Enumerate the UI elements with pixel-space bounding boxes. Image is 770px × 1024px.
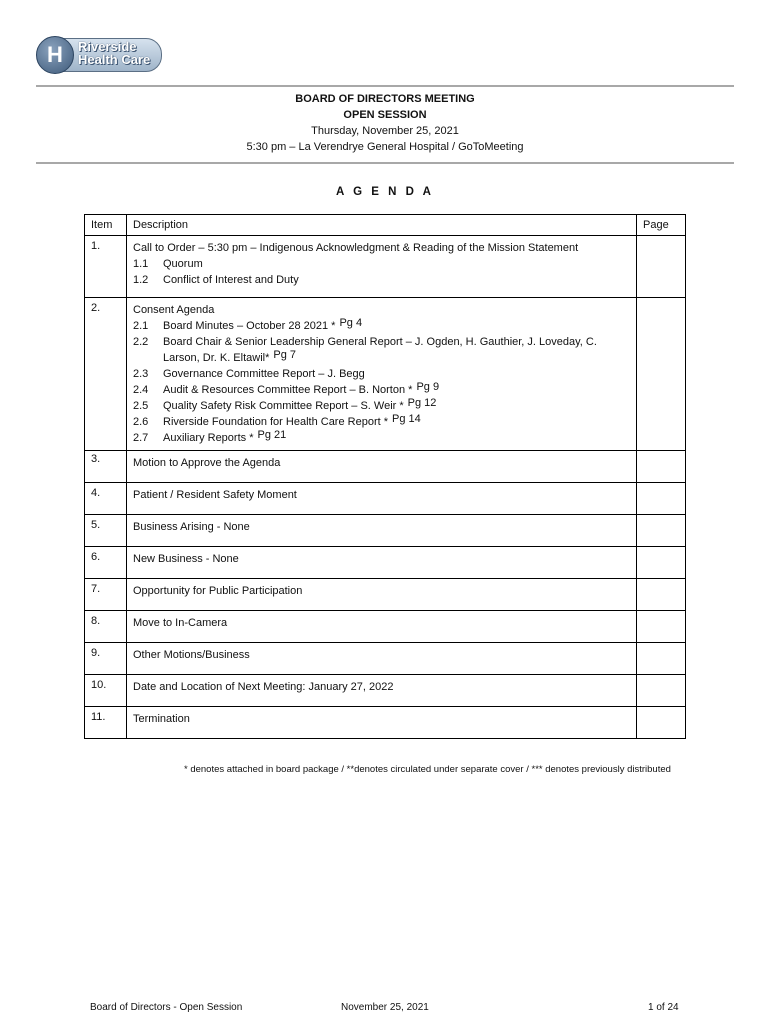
agenda-item-title: Opportunity for Public Participation	[133, 585, 303, 597]
agenda-row	[85, 707, 686, 739]
header-bottom-rule	[36, 162, 734, 164]
subitem-text	[163, 366, 630, 382]
footer-center: November 25, 2021	[341, 1002, 429, 1013]
agenda-item-description	[127, 298, 637, 451]
subitem-number: 1.2	[133, 274, 149, 286]
agenda-item-number: 3.	[85, 451, 127, 483]
agenda-page-cell	[637, 675, 686, 707]
subitem-label: Board Chair & Senior Leadership General Report – J. Ogden, H. Gauthier, J. Loveday, C. Larson, Dr. K. Eltawil*	[163, 336, 597, 364]
logo-text: Riverside Health Care	[78, 39, 151, 67]
agenda-item-title: Other Motions/Business	[133, 649, 250, 661]
agenda-item-number: 2.	[85, 298, 127, 451]
page-reference: Pg 14	[392, 413, 421, 425]
agenda-item-description	[127, 611, 637, 643]
meeting-title: BOARD OF DIRECTORS MEETING	[295, 93, 475, 105]
subitem-number: 2.2	[133, 336, 149, 348]
meeting-time-location: 5:30 pm – La Verendrye General Hospital / GoToMeeting	[246, 141, 524, 153]
agenda-subitem	[133, 414, 630, 430]
agenda-item-title: Patient / Resident Safety Moment	[133, 489, 297, 501]
agenda-row	[85, 298, 686, 451]
subitem-label: Quality Safety Risk Committee Report – S. Weir *	[163, 400, 404, 412]
agenda-item-description	[127, 515, 637, 547]
agenda-subitem	[133, 430, 630, 446]
agenda-header-row	[85, 215, 686, 236]
subitem-label: Governance Committee Report – J. Begg	[163, 368, 365, 380]
agenda-page-cell	[637, 547, 686, 579]
page-reference: Pg 21	[257, 429, 287, 441]
agenda-subitem	[133, 334, 630, 366]
subitem-label: Audit & Resources Committee Report – B. Norton *	[163, 384, 413, 396]
subitem-text	[163, 318, 630, 334]
subitem-label: Riverside Foundation for Health Care Report *	[163, 416, 389, 428]
agenda-row	[85, 483, 686, 515]
agenda-item-number: 9.	[85, 643, 127, 675]
subitem-text	[163, 272, 630, 288]
subitem-text	[163, 382, 630, 398]
subitem-text	[163, 398, 630, 414]
subitem-text	[163, 414, 630, 430]
subitem-number: 2.7	[133, 432, 149, 444]
subitem-number: 1.1	[133, 258, 149, 270]
agenda-row	[85, 675, 686, 707]
footer-left: Board of Directors - Open Session	[90, 1002, 243, 1013]
page-reference: Pg 12	[407, 397, 437, 409]
agenda-subitem	[133, 256, 630, 272]
riverside-logo	[36, 36, 162, 74]
subitem-number: 2.4	[133, 384, 149, 396]
subitem-text	[163, 430, 630, 446]
agenda-item-description	[127, 579, 637, 611]
agenda-item-description	[127, 451, 637, 483]
subitem-number: 2.5	[133, 400, 149, 412]
agenda-item-number: 1.	[85, 236, 127, 298]
agenda-row	[85, 515, 686, 547]
agenda-row	[85, 236, 686, 298]
meeting-date: Thursday, November 25, 2021	[311, 125, 459, 137]
agenda-item-description	[127, 707, 637, 739]
agenda-table	[84, 214, 686, 739]
agenda-item-title: Consent Agenda	[133, 304, 215, 316]
agenda-item-title: New Business - None	[133, 553, 239, 565]
subitem-text	[163, 334, 630, 366]
subitem-label: Board Minutes – October 28 2021 *	[163, 320, 336, 332]
agenda-page-cell	[637, 483, 686, 515]
agenda-subitem	[133, 318, 630, 334]
subitem-label: Auxiliary Reports *	[163, 432, 254, 444]
agenda-item-description	[127, 643, 637, 675]
footnote: * denotes attached in board package / **denotes circulated under separate cover / *** denotes previously distributed	[184, 764, 671, 775]
item-column-header: Item	[85, 215, 127, 236]
agenda-row	[85, 643, 686, 675]
agenda-item-title: Move to In-Camera	[133, 617, 228, 629]
agenda-page-cell	[637, 236, 686, 298]
subitem-label: Conflict of Interest and Duty	[163, 274, 299, 286]
agenda-subitem	[133, 272, 630, 288]
agenda-row	[85, 547, 686, 579]
subitem-label: Quorum	[163, 258, 203, 270]
agenda-item-title: Date and Location of Next Meeting: January 27, 2022	[133, 681, 394, 693]
agenda-title: A G E N D A	[336, 186, 434, 198]
agenda-item-description	[127, 675, 637, 707]
agenda-item-number: 10.	[85, 675, 127, 707]
agenda-item-title: Business Arising - None	[133, 521, 250, 533]
agenda-item-title: Termination	[133, 713, 190, 725]
agenda-page-cell	[637, 643, 686, 675]
page-reference: Pg 7	[273, 349, 297, 361]
agenda-page-cell	[637, 515, 686, 547]
page-column-header: Page	[637, 215, 686, 236]
agenda-page-cell	[637, 298, 686, 451]
page-reference: Pg 4	[339, 317, 363, 329]
agenda-item-title: Motion to Approve the Agenda	[133, 457, 281, 469]
subitem-text	[163, 256, 630, 272]
subitem-number: 2.3	[133, 368, 149, 380]
meeting-header	[36, 91, 734, 155]
agenda-item-number: 11.	[85, 707, 127, 739]
agenda-item-number: 8.	[85, 611, 127, 643]
agenda-item-title: Call to Order – 5:30 pm – Indigenous Acknowledgment & Reading of the Mission Statement	[133, 242, 579, 254]
description-column-header: Description	[127, 215, 637, 236]
agenda-row	[85, 611, 686, 643]
agenda-item-number: 4.	[85, 483, 127, 515]
logo-h-emblem: H	[36, 36, 74, 74]
session-type: OPEN SESSION	[343, 109, 427, 121]
agenda-item-description	[127, 483, 637, 515]
agenda-page-cell	[637, 707, 686, 739]
subitem-number: 2.6	[133, 416, 149, 428]
agenda-page-cell	[637, 611, 686, 643]
agenda-item-description	[127, 547, 637, 579]
page-reference: Pg 9	[416, 381, 440, 393]
subitem-number: 2.1	[133, 320, 149, 332]
agenda-row	[85, 579, 686, 611]
agenda-item-number: 7.	[85, 579, 127, 611]
footer-page-number: 1 of 24	[648, 1002, 679, 1013]
agenda-page-cell	[637, 451, 686, 483]
agenda-subitem	[133, 398, 630, 414]
header-top-rule	[36, 85, 734, 87]
agenda-item-number: 5.	[85, 515, 127, 547]
agenda-page-cell	[637, 579, 686, 611]
agenda-row	[85, 451, 686, 483]
agenda-item-number: 6.	[85, 547, 127, 579]
agenda-item-description	[127, 236, 637, 298]
agenda-subitem	[133, 382, 630, 398]
agenda-subitem	[133, 366, 630, 382]
